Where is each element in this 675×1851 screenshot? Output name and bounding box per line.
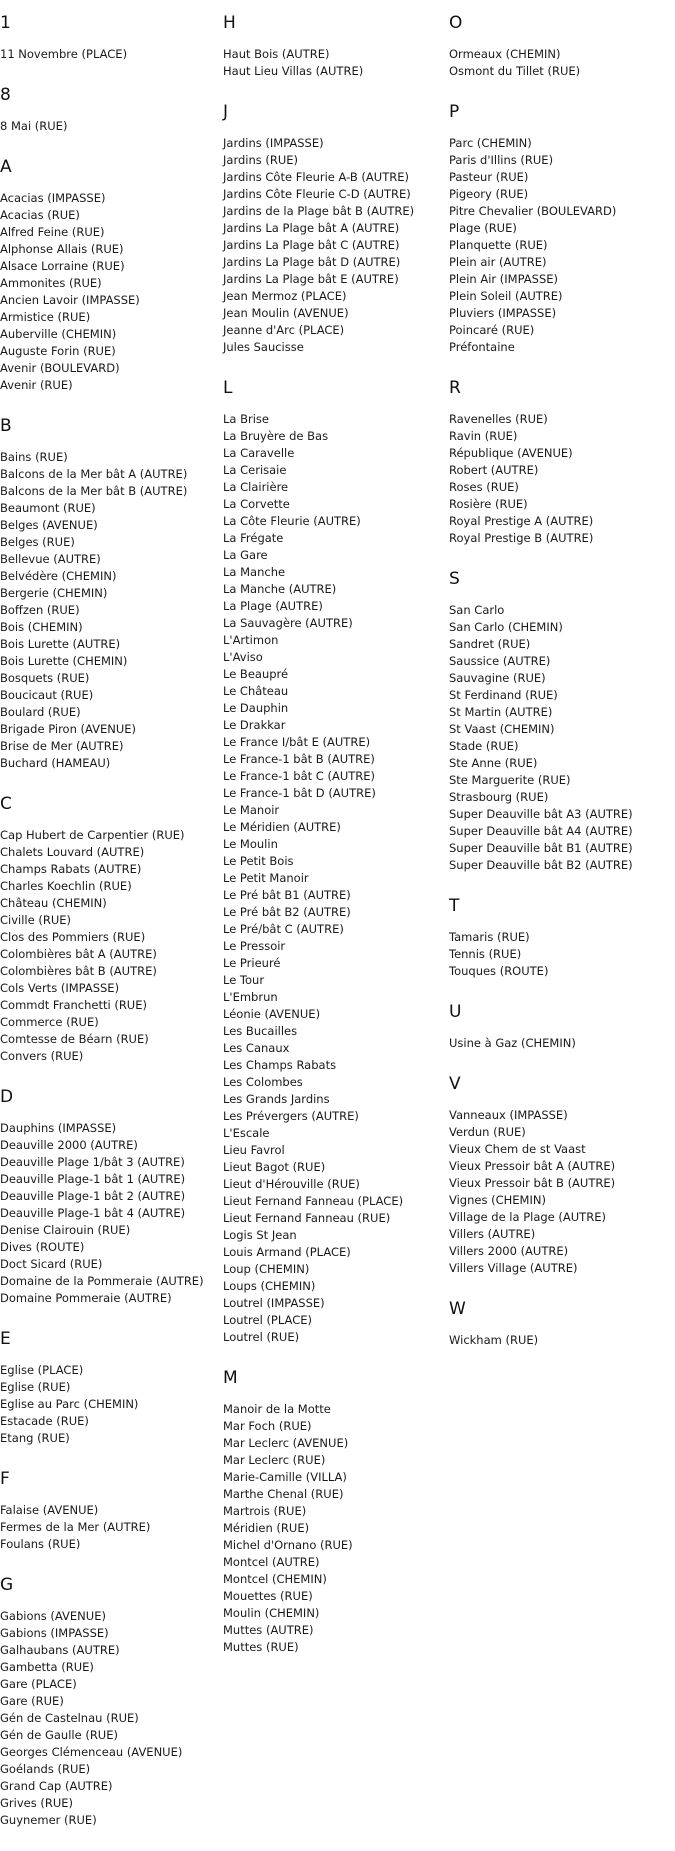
street-entry: Le Manoir [223, 803, 280, 817]
street-entry: Muttes (AUTRE) [223, 1623, 314, 1637]
street-entry: Le Petit Bois [223, 854, 294, 868]
street-entry: Armistice (RUE) [0, 310, 91, 324]
street-entry: Mar Foch (RUE) [223, 1419, 312, 1433]
letter-heading: A [0, 157, 12, 177]
street-entry: Acacias (RUE) [0, 208, 80, 222]
letter-heading: R [449, 378, 461, 398]
letter-heading: P [449, 102, 460, 122]
street-entry: 11 Novembre (PLACE) [0, 47, 128, 61]
street-entry: Gabions (AVENUE) [0, 1609, 106, 1623]
street-entry: San Carlo [449, 603, 505, 617]
street-entry: Logis St Jean [223, 1228, 297, 1242]
street-entry: St Ferdinand (RUE) [449, 688, 558, 702]
street-entry: Jardins La Plage bât E (AUTRE) [223, 272, 399, 286]
street-entry: Montcel (AUTRE) [223, 1555, 320, 1569]
street-entry: L'Embrun [223, 990, 278, 1004]
street-entry: Louis Armand (PLACE) [223, 1245, 351, 1259]
street-entry: Bois Lurette (CHEMIN) [0, 654, 128, 668]
street-entry: Bois Lurette (AUTRE) [0, 637, 121, 651]
street-entry: Buchard (HAMEAU) [0, 756, 111, 770]
street-entry: Commerce (RUE) [0, 1015, 99, 1029]
street-entry: Bergerie (CHEMIN) [0, 586, 108, 600]
letter-section [449, 564, 671, 874]
letter-section [449, 8, 671, 80]
street-index-column-2 [223, 8, 445, 1673]
street-entry: San Carlo (CHEMIN) [449, 620, 563, 634]
street-entry: Bosquets (RUE) [0, 671, 90, 685]
street-entry: Brise de Mer (AUTRE) [0, 739, 124, 753]
street-entry: Moulin (CHEMIN) [223, 1606, 320, 1620]
letter-heading: V [449, 1074, 461, 1094]
street-entry: Jean Mermoz (PLACE) [223, 289, 347, 303]
letter-heading: H [223, 13, 236, 33]
street-entry: Falaise (AVENUE) [0, 1503, 99, 1517]
street-entry: Vignes (CHEMIN) [449, 1193, 546, 1207]
street-entry: La Manche (AUTRE) [223, 582, 337, 596]
street-entry: Ormeaux (CHEMIN) [449, 47, 561, 61]
street-entry: Jardins (RUE) [223, 153, 299, 167]
street-entry: Muttes (RUE) [223, 1640, 299, 1654]
street-index-column-3 [449, 8, 671, 1366]
street-entry: Verdun (RUE) [449, 1125, 526, 1139]
letter-section [449, 97, 671, 356]
street-entry: Les Canaux [223, 1041, 290, 1055]
street-entry: St Vaast (CHEMIN) [449, 722, 555, 736]
street-entry: Plein air (AUTRE) [449, 255, 547, 269]
street-entry: Rosière (RUE) [449, 497, 528, 511]
letter-section [0, 411, 222, 772]
street-entry: Champs Rabats (AUTRE) [0, 862, 142, 876]
street-entry: Gare (RUE) [0, 1694, 64, 1708]
street-entry: Eglise (RUE) [0, 1380, 71, 1394]
street-entry: Chalets Louvard (AUTRE) [0, 845, 145, 859]
street-entry: Goélands (RUE) [0, 1762, 91, 1776]
street-entry: Le France-1 bât D (AUTRE) [223, 786, 376, 800]
street-entry: Dives (ROUTE) [0, 1240, 85, 1254]
street-list [449, 411, 671, 547]
street-entry: Loups (CHEMIN) [223, 1279, 316, 1293]
street-entry: Le Pré/bât C (AUTRE) [223, 922, 344, 936]
street-entry: Ste Marguerite (RUE) [449, 773, 571, 787]
letter-heading: L [223, 378, 233, 398]
street-entry: Mouettes (RUE) [223, 1589, 313, 1603]
street-entry: Strasbourg (RUE) [449, 790, 549, 804]
letter-section [223, 373, 445, 1346]
street-entry: Vanneaux (IMPASSE) [449, 1108, 568, 1122]
street-list [0, 118, 222, 135]
street-list [0, 46, 222, 63]
street-entry: Auguste Forin (RUE) [0, 344, 116, 358]
street-entry: Domaine Pommeraie (AUTRE) [0, 1291, 172, 1305]
street-list [449, 1107, 671, 1277]
letter-heading: O [449, 13, 463, 33]
street-entry: Ste Anne (RUE) [449, 756, 538, 770]
street-entry: Mar Leclerc (AVENUE) [223, 1436, 349, 1450]
street-entry: Deauville Plage-1 bât 1 (AUTRE) [0, 1172, 186, 1186]
street-entry: Belges (AVENUE) [0, 518, 98, 532]
letter-section [0, 1324, 222, 1447]
street-entry: Michel d'Ornano (RUE) [223, 1538, 353, 1552]
street-entry: Comtesse de Béarn (RUE) [0, 1032, 149, 1046]
street-entry: Doct Sicard (RUE) [0, 1257, 103, 1271]
street-entry: Colombières bât A (AUTRE) [0, 947, 157, 961]
street-entry: Lieu Favrol [223, 1143, 285, 1157]
street-entry: Parc (CHEMIN) [449, 136, 532, 150]
street-list [449, 1332, 671, 1349]
street-entry: Ancien Lavoir (IMPASSE) [0, 293, 140, 307]
street-entry: Le France-1 bât B (AUTRE) [223, 752, 375, 766]
street-entry: La Corvette [223, 497, 290, 511]
street-entry: Gabions (IMPASSE) [0, 1626, 109, 1640]
street-entry: Acacias (IMPASSE) [0, 191, 106, 205]
street-entry: Saussice (AUTRE) [449, 654, 551, 668]
street-entry: Cap Hubert de Carpentier (RUE) [0, 828, 185, 842]
street-entry: La Frégate [223, 531, 284, 545]
street-entry: Super Deauville bât B1 (AUTRE) [449, 841, 633, 855]
street-entry: Grand Cap (AUTRE) [0, 1779, 113, 1793]
street-entry: Le France-1 bât C (AUTRE) [223, 769, 376, 783]
street-entry: Osmont du Tillet (RUE) [449, 64, 581, 78]
street-entry: Mar Leclerc (RUE) [223, 1453, 326, 1467]
letter-section [0, 152, 222, 394]
letter-heading: J [223, 102, 229, 122]
street-entry: Le Pré bât B1 (AUTRE) [223, 888, 351, 902]
street-entry: Pitre Chevalier (BOULEVARD) [449, 204, 617, 218]
letter-section [449, 891, 671, 980]
street-entry: Le Drakkar [223, 718, 286, 732]
street-entry: Deauville Plage-1 bât 2 (AUTRE) [0, 1189, 186, 1203]
street-entry: Etang (RUE) [0, 1431, 70, 1445]
street-entry: Deauville 2000 (AUTRE) [0, 1138, 138, 1152]
street-list [223, 135, 445, 356]
street-entry: Sandret (RUE) [449, 637, 531, 651]
street-entry: Les Champs Rabats [223, 1058, 337, 1072]
street-entry: Lieut Fernand Fanneau (PLACE) [223, 1194, 404, 1208]
street-entry: Boffzen (RUE) [0, 603, 80, 617]
street-entry: Loutrel (PLACE) [223, 1313, 312, 1327]
street-entry: Bellevue (AUTRE) [0, 552, 101, 566]
street-entry: La Côte Fleurie (AUTRE) [223, 514, 361, 528]
street-entry: Préfontaine [449, 340, 515, 354]
street-entry: Boucicaut (RUE) [0, 688, 94, 702]
street-entry: Dauphins (IMPASSE) [0, 1121, 117, 1135]
street-entry: L'Aviso [223, 650, 263, 664]
street-entry: La Cerisaie [223, 463, 287, 477]
street-entry: La Bruyère de Bas [223, 429, 329, 443]
street-entry: La Manche [223, 565, 286, 579]
street-entry: Gare (PLACE) [0, 1677, 77, 1691]
street-entry: Sauvagine (RUE) [449, 671, 546, 685]
street-list [449, 1035, 671, 1052]
street-entry: Le Pré bât B2 (AUTRE) [223, 905, 351, 919]
street-entry: Jardins La Plage bât A (AUTRE) [223, 221, 400, 235]
street-list [0, 1362, 222, 1447]
street-entry: Loup (CHEMIN) [223, 1262, 310, 1276]
letter-section [449, 1294, 671, 1349]
street-entry: Eglise (PLACE) [0, 1363, 84, 1377]
street-entry: Jardins La Plage bât D (AUTRE) [223, 255, 401, 269]
street-entry: Le Tour [223, 973, 265, 987]
street-entry: Plein Air (IMPASSE) [449, 272, 559, 286]
letter-heading: C [0, 794, 12, 814]
letter-section [0, 1570, 222, 1829]
street-list [449, 929, 671, 980]
street-entry: Martrois (RUE) [223, 1504, 307, 1518]
street-entry: Boulard (RUE) [0, 705, 81, 719]
street-entry: Les Prévergers (AUTRE) [223, 1109, 359, 1123]
street-entry: Lieut Fernand Fanneau (RUE) [223, 1211, 391, 1225]
letter-heading: B [0, 416, 12, 436]
street-entry: Brigade Piron (AVENUE) [0, 722, 137, 736]
street-entry: Stade (RUE) [449, 739, 519, 753]
street-entry: Alphonse Allais (RUE) [0, 242, 124, 256]
street-entry: Gén de Castelnau (RUE) [0, 1711, 139, 1725]
street-entry: Vieux Chem de st Vaast [449, 1142, 586, 1156]
street-entry: Beaumont (RUE) [0, 501, 96, 515]
street-entry: Le France I/bât E (AUTRE) [223, 735, 371, 749]
street-entry: Ravin (RUE) [449, 429, 518, 443]
street-entry: Pluviers (IMPASSE) [449, 306, 557, 320]
street-index-column-1 [0, 8, 222, 1846]
street-entry: Clos des Pommiers (RUE) [0, 930, 146, 944]
street-entry: Le Méridien (AUTRE) [223, 820, 341, 834]
letter-section [223, 1363, 445, 1656]
street-entry: Usine à Gaz (CHEMIN) [449, 1036, 576, 1050]
street-entry: Guynemer (RUE) [0, 1813, 97, 1827]
street-entry: Haut Lieu Villas (AUTRE) [223, 64, 364, 78]
street-entry: Plein Soleil (AUTRE) [449, 289, 563, 303]
street-entry: Manoir de la Motte [223, 1402, 331, 1416]
street-entry: Bois (CHEMIN) [0, 620, 83, 634]
letter-section [449, 997, 671, 1052]
street-entry: Commdt Franchetti (RUE) [0, 998, 147, 1012]
letter-section [223, 97, 445, 356]
street-entry: République (AVENUE) [449, 446, 573, 460]
letter-heading: F [0, 1469, 10, 1489]
street-entry: Jardins La Plage bât C (AUTRE) [223, 238, 400, 252]
street-entry: La Gare [223, 548, 268, 562]
street-list [0, 1120, 222, 1307]
street-entry: Les Bucailles [223, 1024, 298, 1038]
street-entry: Ravenelles (RUE) [449, 412, 548, 426]
street-entry: Grives (RUE) [0, 1796, 74, 1810]
street-entry: Haut Bois (AUTRE) [223, 47, 330, 61]
street-entry: Eglise au Parc (CHEMIN) [0, 1397, 139, 1411]
street-entry: Château (CHEMIN) [0, 896, 107, 910]
street-entry: Les Colombes [223, 1075, 303, 1089]
street-entry: Roses (RUE) [449, 480, 519, 494]
street-entry: Vieux Pressoir bât A (AUTRE) [449, 1159, 616, 1173]
street-entry: Jardins (IMPASSE) [223, 136, 324, 150]
letter-section [223, 8, 445, 80]
street-entry: Montcel (CHEMIN) [223, 1572, 327, 1586]
street-list [223, 1401, 445, 1656]
letter-section [0, 1082, 222, 1307]
street-entry: Alfred Feine (RUE) [0, 225, 105, 239]
street-entry: La Plage (AUTRE) [223, 599, 323, 613]
street-entry: Village de la Plage (AUTRE) [449, 1210, 606, 1224]
street-entry: Belvédère (CHEMIN) [0, 569, 117, 583]
street-entry: Pasteur (RUE) [449, 170, 529, 184]
street-entry: Balcons de la Mer bât B (AUTRE) [0, 484, 188, 498]
street-entry: Paris d'Illins (RUE) [449, 153, 554, 167]
street-entry: Loutrel (RUE) [223, 1330, 300, 1344]
street-entry: Super Deauville bât A3 (AUTRE) [449, 807, 633, 821]
street-entry: Le Prieuré [223, 956, 281, 970]
street-entry: Le Moulin [223, 837, 278, 851]
street-entry: Ammonites (RUE) [0, 276, 102, 290]
street-entry: Le Beaupré [223, 667, 289, 681]
letter-heading: 1 [0, 13, 11, 33]
street-entry: Fermes de la Mer (AUTRE) [0, 1520, 151, 1534]
street-list [223, 46, 445, 80]
street-entry: Tamaris (RUE) [449, 930, 530, 944]
street-entry: Pigeory (RUE) [449, 187, 529, 201]
letter-heading: M [223, 1368, 238, 1388]
street-entry: Loutrel (IMPASSE) [223, 1296, 325, 1310]
street-entry: Domaine de la Pommeraie (AUTRE) [0, 1274, 204, 1288]
street-entry: Balcons de la Mer bât A (AUTRE) [0, 467, 188, 481]
street-entry: Deauville Plage 1/bât 3 (AUTRE) [0, 1155, 185, 1169]
street-entry: Jules Saucisse [223, 340, 304, 354]
street-entry: Villers Village (AUTRE) [449, 1261, 578, 1275]
street-entry: Jean Moulin (AVENUE) [223, 306, 349, 320]
street-entry: Avenir (BOULEVARD) [0, 361, 120, 375]
letter-section [449, 1069, 671, 1277]
letter-heading: W [449, 1299, 466, 1319]
street-list [0, 827, 222, 1065]
street-list [223, 411, 445, 1346]
street-entry: Plage (RUE) [449, 221, 517, 235]
street-list [0, 190, 222, 394]
street-entry: La Caravelle [223, 446, 295, 460]
street-entry: Foulans (RUE) [0, 1537, 81, 1551]
street-entry: Super Deauville bât B2 (AUTRE) [449, 858, 633, 872]
street-list [0, 449, 222, 772]
street-entry: Bains (RUE) [0, 450, 68, 464]
street-entry: Gambetta (RUE) [0, 1660, 94, 1674]
street-entry: Le Petit Manoir [223, 871, 309, 885]
street-entry: Jardins de la Plage bât B (AUTRE) [223, 204, 415, 218]
letter-heading: G [0, 1575, 14, 1595]
street-entry: Belges (RUE) [0, 535, 75, 549]
street-entry: Galhaubans (AUTRE) [0, 1643, 120, 1657]
street-entry: La Clairière [223, 480, 289, 494]
street-entry: Estacade (RUE) [0, 1414, 89, 1428]
street-entry: Super Deauville bât A4 (AUTRE) [449, 824, 633, 838]
street-entry: Le Pressoir [223, 939, 286, 953]
street-entry: 8 Mai (RUE) [0, 119, 68, 133]
street-list [449, 602, 671, 874]
street-entry: Jeanne d'Arc (PLACE) [223, 323, 345, 337]
street-entry: Le Château [223, 684, 289, 698]
street-entry: L'Artimon [223, 633, 279, 647]
letter-heading: 8 [0, 85, 11, 105]
letter-heading: U [449, 1002, 462, 1022]
street-entry: Georges Clémenceau (AVENUE) [0, 1745, 183, 1759]
street-entry: Le Dauphin [223, 701, 289, 715]
street-entry: Royal Prestige B (AUTRE) [449, 531, 594, 545]
street-entry: Wickham (RUE) [449, 1333, 539, 1347]
street-entry: Jardins Côte Fleurie C-D (AUTRE) [223, 187, 411, 201]
street-entry: Robert (AUTRE) [449, 463, 539, 477]
street-entry: Les Grands Jardins [223, 1092, 330, 1106]
letter-heading: T [449, 896, 460, 916]
street-entry: Villers (AUTRE) [449, 1227, 536, 1241]
street-entry: Cols Verts (IMPASSE) [0, 981, 120, 995]
street-entry: Convers (RUE) [0, 1049, 84, 1063]
letter-section [0, 789, 222, 1065]
street-entry: Léonie (AVENUE) [223, 1007, 321, 1021]
street-entry: Marthe Chenal (RUE) [223, 1487, 344, 1501]
letter-heading: D [0, 1087, 14, 1107]
street-entry: Méridien (RUE) [223, 1521, 310, 1535]
street-entry: Alsace Lorraine (RUE) [0, 259, 125, 273]
street-entry: Lieut Bagot (RUE) [223, 1160, 326, 1174]
street-entry: Charles Koechlin (RUE) [0, 879, 132, 893]
street-list [449, 46, 671, 80]
street-entry: Villers 2000 (AUTRE) [449, 1244, 569, 1258]
letter-heading: E [0, 1329, 11, 1349]
letter-section [0, 80, 222, 135]
street-entry: Auberville (CHEMIN) [0, 327, 117, 341]
street-list [0, 1608, 222, 1829]
street-entry: Vieux Pressoir bât B (AUTRE) [449, 1176, 616, 1190]
street-entry: St Martin (AUTRE) [449, 705, 553, 719]
street-entry: Gén de Gaulle (RUE) [0, 1728, 118, 1742]
street-entry: Deauville Plage-1 bât 4 (AUTRE) [0, 1206, 186, 1220]
street-entry: Tennis (RUE) [449, 947, 522, 961]
letter-section [449, 373, 671, 547]
street-entry: Colombières bât B (AUTRE) [0, 964, 157, 978]
street-entry: Royal Prestige A (AUTRE) [449, 514, 594, 528]
street-entry: La Sauvagère (AUTRE) [223, 616, 353, 630]
street-entry: La Brise [223, 412, 269, 426]
letter-section [0, 1464, 222, 1553]
letter-section [0, 8, 222, 63]
letter-heading: S [449, 569, 460, 589]
street-entry: Planquette (RUE) [449, 238, 548, 252]
street-entry: Avenir (RUE) [0, 378, 73, 392]
street-entry: Touques (ROUTE) [449, 964, 549, 978]
street-list [449, 135, 671, 356]
street-entry: Poincaré (RUE) [449, 323, 535, 337]
street-entry: Lieut d'Hérouville (RUE) [223, 1177, 360, 1191]
street-list [0, 1502, 222, 1553]
street-entry: Civille (RUE) [0, 913, 71, 927]
street-entry: Jardins Côte Fleurie A-B (AUTRE) [223, 170, 409, 184]
street-entry: L'Escale [223, 1126, 270, 1140]
street-entry: Denise Clairouin (RUE) [0, 1223, 131, 1237]
street-entry: Marie-Camille (VILLA) [223, 1470, 347, 1484]
